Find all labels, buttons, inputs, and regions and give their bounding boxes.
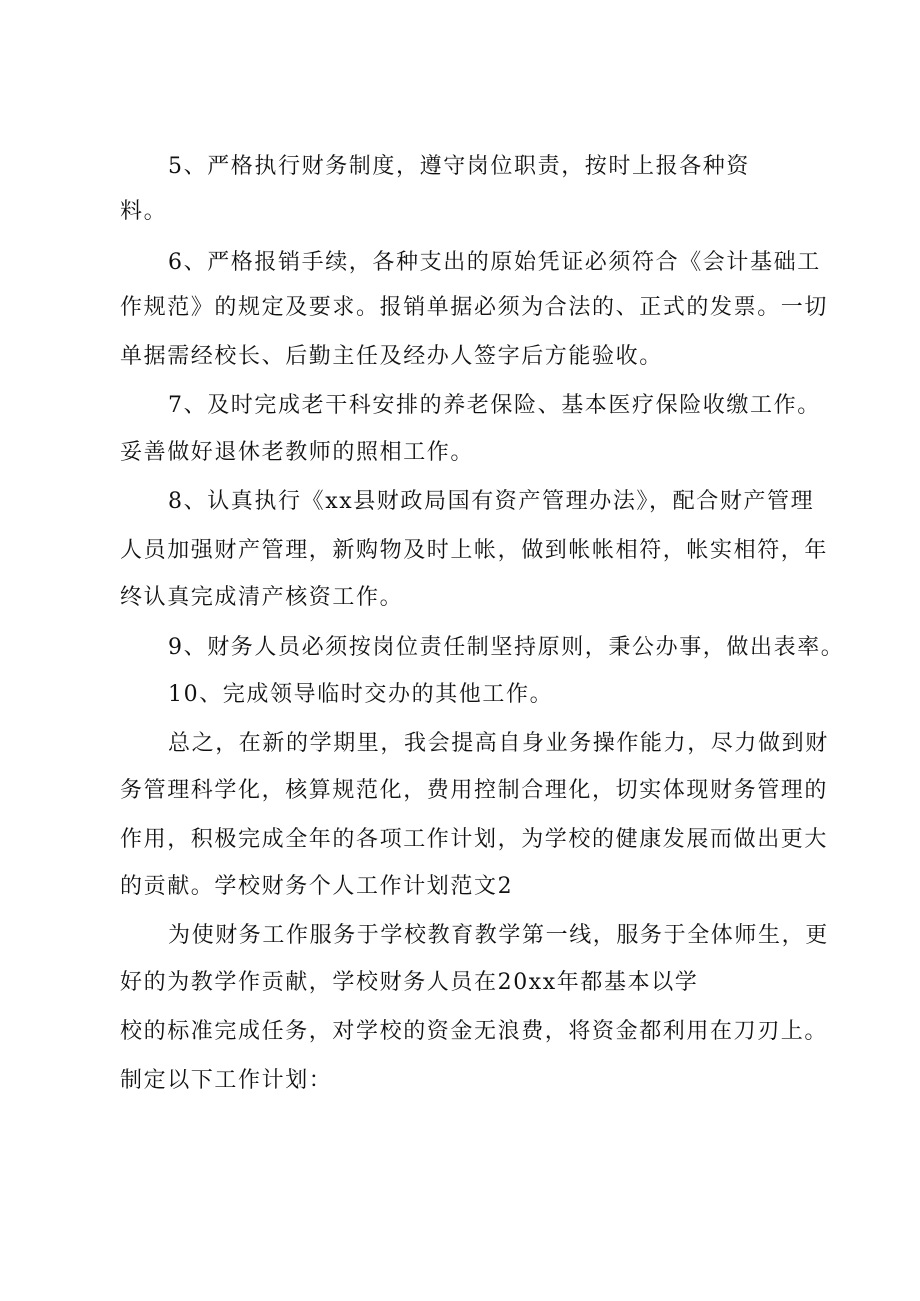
paragraph-line: 作规范》的规定及要求。报销单据必须为合法的、正式的发票。一切 [120, 295, 829, 320]
paragraph-line: 单据需经校长、后勤主任及经办人签字后方能验收。 [120, 344, 663, 369]
paragraph-line: 终认真完成清产核资工作。 [120, 585, 404, 610]
paragraph-line: 好的为教学作贡献，学校财务人员在20xx年都基本以学 [120, 970, 699, 995]
paragraph-line: 作用，积极完成全年的各项工作计划，为学校的健康发展而做出更大 [120, 827, 829, 852]
paragraph-line: 人员加强财产管理，新购物及时上帐，做到帐帐相符，帐实相符，年 [120, 538, 829, 563]
paragraph-line: 校的标准完成任务，对学校的资金无浪费，将资金都利用在刀刃上。 [120, 1019, 829, 1044]
paragraph-line: 5、严格执行财务制度，遵守岗位职责，按时上报各种资 [168, 154, 750, 179]
paragraph-line: 妥善做好退休老教师的照相工作。 [120, 440, 475, 465]
paragraph-line: 9、财务人员必须按岗位责任制坚持原则，秉公办事，做出表率。 [168, 635, 845, 660]
paragraph-line: 务管理科学化，核算规范化，费用控制合理化，切实体现财务管理的 [120, 778, 829, 803]
paragraph-line: 10、完成领导临时交办的其他工作。 [168, 682, 554, 707]
paragraph-line: 6、严格报销手续，各种支出的原始凭证必须符合《会计基础工 [168, 250, 821, 275]
paragraph-line: 的贡献。学校财务个人工作计划范文2 [120, 874, 514, 899]
paragraph-line: 为使财务工作服务于学校教育教学第一线，服务于全体师生，更 [168, 923, 829, 948]
paragraph-line: 制定以下工作计划： [120, 1068, 333, 1093]
paragraph-line: 8、认真执行《xx县财政局国有资产管理办法》，配合财产管理 [168, 489, 815, 514]
paragraph-line: 料。 [120, 199, 168, 224]
paragraph-line: 7、及时完成老干科安排的养老保险、基本医疗保险收缴工作。 [168, 393, 821, 418]
paragraph-line: 总之，在新的学期里，我会提高自身业务操作能力，尽力做到财 [168, 731, 829, 756]
